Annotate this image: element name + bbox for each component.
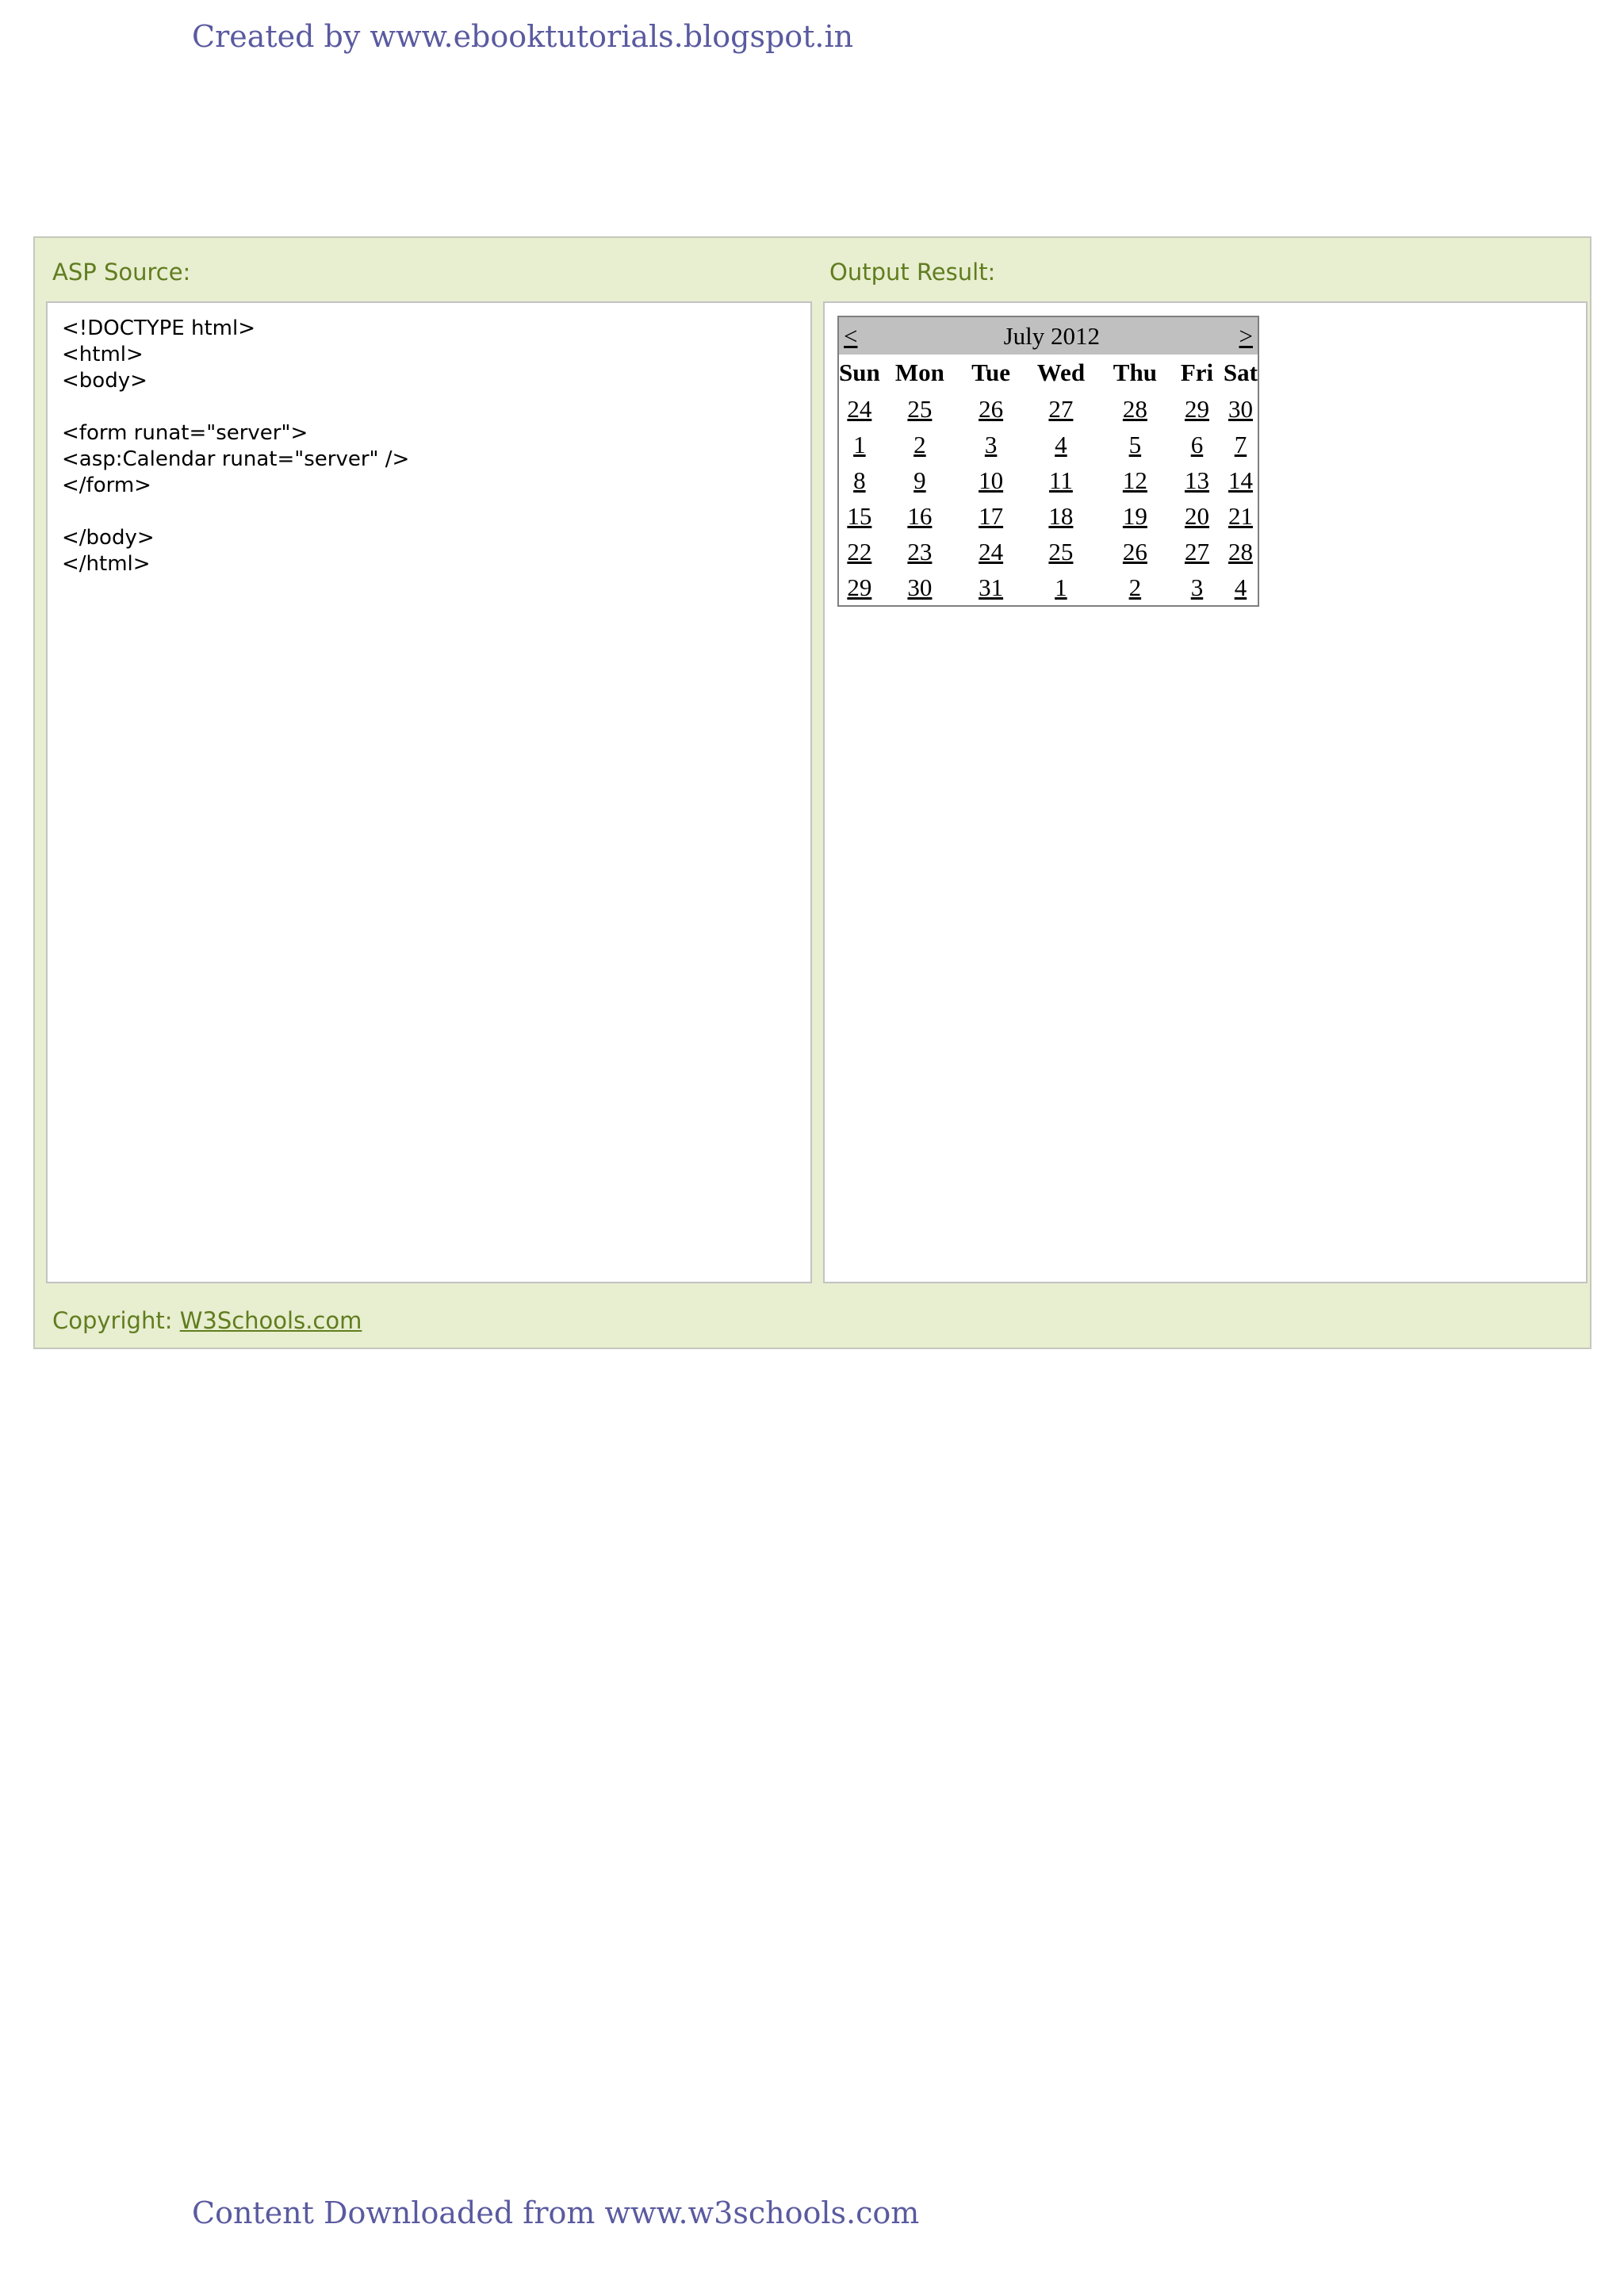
- calendar-day-cell[interactable]: [1022, 462, 1100, 498]
- calendar-day-link[interactable]: 2: [914, 430, 926, 458]
- calendar-day-link[interactable]: 28: [1122, 394, 1147, 423]
- calendar-day-link[interactable]: 19: [1122, 501, 1147, 530]
- page-header: Created by www.ebooktutorials.blogspot.in: [192, 19, 854, 54]
- day-name: Wed: [1036, 359, 1086, 386]
- calendar-day-link[interactable]: 7: [1234, 430, 1247, 458]
- calendar-day-link[interactable]: 30: [907, 573, 933, 601]
- asp-source-label: ASP Source:: [52, 259, 191, 286]
- calendar-day-link[interactable]: 30: [1228, 394, 1253, 423]
- calendar-day-cell[interactable]: [959, 427, 1022, 462]
- calendar-day-cell[interactable]: [838, 569, 880, 606]
- calendar-day-cell[interactable]: [1022, 498, 1100, 534]
- calendar-day-cell[interactable]: [1100, 569, 1170, 606]
- calendar-day-cell[interactable]: [838, 534, 880, 569]
- calendar-day-cell[interactable]: [1022, 391, 1100, 427]
- calendar-week-row: [838, 498, 1258, 534]
- calendar-prev-month-link[interactable]: <: [844, 321, 858, 350]
- calendar-day-link[interactable]: 21: [1228, 501, 1253, 530]
- calendar-day-link[interactable]: 16: [907, 501, 933, 530]
- calendar-day-link[interactable]: 1: [1055, 573, 1067, 601]
- calendar-month-title: July 2012: [1003, 321, 1101, 350]
- calendar-day-cell[interactable]: [880, 569, 959, 606]
- calendar-week-row: [838, 534, 1258, 569]
- example-box: [33, 236, 1591, 1349]
- copyright: [52, 1307, 362, 1334]
- calendar-day-link[interactable]: 28: [1228, 537, 1253, 566]
- calendar-day-link[interactable]: 29: [847, 573, 872, 601]
- calendar-day-link[interactable]: 3: [984, 430, 998, 458]
- calendar-day-cell[interactable]: [838, 462, 880, 498]
- calendar-day-link[interactable]: 13: [1184, 466, 1209, 494]
- calendar-day-link[interactable]: 27: [1048, 394, 1074, 423]
- page-footer: Content Downloaded from www.w3schools.com: [192, 2195, 920, 2230]
- calendar-day-cell[interactable]: [838, 427, 880, 462]
- source-code-panel[interactable]: [46, 301, 812, 1283]
- calendar-day-cell[interactable]: [1224, 498, 1258, 534]
- calendar-day-link[interactable]: 18: [1048, 501, 1074, 530]
- calendar-day-link[interactable]: 17: [979, 501, 1004, 530]
- calendar-day-cell[interactable]: [880, 391, 959, 427]
- calendar-day-link[interactable]: 14: [1228, 466, 1253, 494]
- calendar-day-link[interactable]: 25: [907, 394, 933, 423]
- calendar-day-link[interactable]: 6: [1190, 430, 1204, 458]
- calendar-day-link[interactable]: 25: [1048, 537, 1074, 566]
- calendar-week-row: [838, 462, 1258, 498]
- calendar-day-cell[interactable]: [1100, 391, 1170, 427]
- calendar-day-cell[interactable]: [959, 391, 1022, 427]
- calendar-day-link[interactable]: 24: [979, 537, 1004, 566]
- calendar: [837, 316, 1259, 607]
- calendar-day-cell[interactable]: [1100, 534, 1170, 569]
- calendar-day-cell[interactable]: [1170, 427, 1224, 462]
- calendar-day-link[interactable]: 15: [847, 501, 872, 530]
- day-name: Tue: [971, 359, 1011, 386]
- calendar-day-link[interactable]: 22: [847, 537, 872, 566]
- calendar-week-row: [838, 569, 1258, 606]
- calendar-week-row: [838, 427, 1258, 462]
- calendar-day-cell[interactable]: [1022, 427, 1100, 462]
- calendar-day-cell[interactable]: [1224, 427, 1258, 462]
- calendar-day-link[interactable]: 27: [1184, 537, 1209, 566]
- calendar-day-cell[interactable]: [1170, 569, 1224, 606]
- calendar-day-cell[interactable]: [1100, 498, 1170, 534]
- calendar-title-row: [838, 316, 1258, 355]
- calendar-day-link[interactable]: 24: [847, 394, 872, 423]
- calendar-day-link[interactable]: 2: [1128, 573, 1142, 601]
- calendar-day-link[interactable]: 9: [914, 466, 926, 494]
- calendar-next-month-link[interactable]: >: [1239, 321, 1253, 350]
- calendar-day-link[interactable]: 1: [853, 430, 866, 458]
- calendar-day-link[interactable]: 26: [979, 394, 1004, 423]
- calendar-day-cell[interactable]: [838, 498, 880, 534]
- calendar-day-cell[interactable]: [1170, 462, 1224, 498]
- calendar-day-link[interactable]: 12: [1122, 466, 1147, 494]
- day-name: Sun: [839, 359, 880, 386]
- day-name: Mon: [894, 359, 944, 386]
- source-code: <!DOCTYPE html> <html> <body> <form runat="server"> <asp:Calendar runat="server" /> </form> </body> </html>: [62, 316, 410, 576]
- calendar-day-cell[interactable]: [1170, 534, 1224, 569]
- calendar-day-cell[interactable]: [880, 534, 959, 569]
- calendar-day-link[interactable]: 10: [979, 466, 1004, 494]
- calendar-day-cell[interactable]: [959, 462, 1022, 498]
- calendar-day-cell[interactable]: [959, 498, 1022, 534]
- calendar-day-link[interactable]: 29: [1184, 394, 1209, 423]
- output-result-label: Output Result:: [829, 259, 996, 286]
- calendar-day-cell[interactable]: [1224, 569, 1258, 606]
- calendar-day-cell[interactable]: [1100, 427, 1170, 462]
- calendar-day-link[interactable]: 4: [1234, 573, 1247, 601]
- calendar-day-cell[interactable]: [880, 462, 959, 498]
- calendar-day-cell[interactable]: [880, 498, 959, 534]
- calendar-day-link[interactable]: 26: [1122, 537, 1147, 566]
- calendar-day-link[interactable]: 3: [1190, 573, 1204, 601]
- calendar-day-cell[interactable]: [1170, 391, 1224, 427]
- calendar-day-cell[interactable]: [880, 427, 959, 462]
- calendar-day-cell[interactable]: [1022, 569, 1100, 606]
- calendar-day-link[interactable]: 20: [1184, 501, 1209, 530]
- calendar-day-link[interactable]: 23: [907, 537, 933, 566]
- calendar-day-link[interactable]: 11: [1048, 466, 1073, 494]
- copyright-label: Copyright:: [52, 1307, 173, 1334]
- calendar-week-row: [838, 391, 1258, 427]
- calendar-day-cell[interactable]: [959, 569, 1022, 606]
- calendar-day-cell[interactable]: [959, 534, 1022, 569]
- calendar-day-link[interactable]: 5: [1128, 430, 1142, 458]
- calendar-day-cell[interactable]: [1022, 534, 1100, 569]
- calendar-day-link[interactable]: 8: [853, 466, 866, 494]
- calendar-day-cell[interactable]: [1170, 498, 1224, 534]
- calendar-day-cell[interactable]: [1224, 462, 1258, 498]
- day-name: Thu: [1113, 359, 1157, 386]
- calendar-day-link[interactable]: 4: [1055, 430, 1067, 458]
- day-name: Fri: [1180, 359, 1214, 386]
- w3schools-link[interactable]: W3Schools.com: [179, 1307, 362, 1334]
- calendar-day-link[interactable]: 31: [979, 573, 1004, 601]
- day-name: Sat: [1223, 359, 1258, 386]
- calendar-day-cell[interactable]: [838, 391, 880, 427]
- calendar-day-cell[interactable]: [1100, 462, 1170, 498]
- calendar-day-cell[interactable]: [1224, 391, 1258, 427]
- calendar-day-cell[interactable]: [1224, 534, 1258, 569]
- output-result-panel: [823, 301, 1588, 1283]
- calendar-day-header-row: [838, 355, 1258, 391]
